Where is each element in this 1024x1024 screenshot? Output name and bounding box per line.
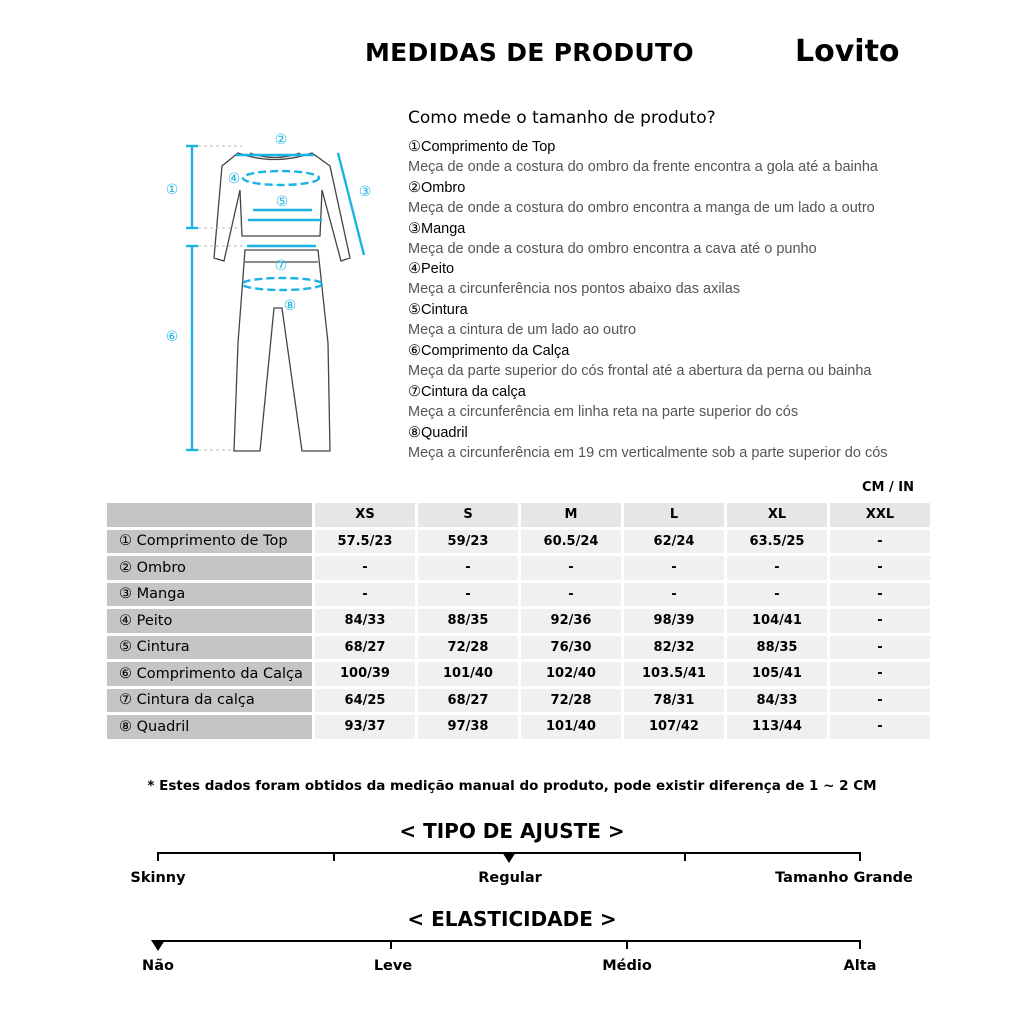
table-cell: 68/27: [315, 636, 415, 660]
table-cell: 82/32: [624, 636, 724, 660]
table-row: [107, 530, 930, 554]
table-cell: 88/35: [418, 609, 518, 633]
row-label: ⑥ Comprimento da Calça: [107, 662, 312, 686]
fit-tick: [859, 852, 861, 861]
table-cell: 100/39: [315, 662, 415, 686]
table-cell: 64/25: [315, 689, 415, 713]
table-cell: -: [830, 715, 930, 739]
guide-item: [408, 382, 1008, 423]
row-label: ④ Peito: [107, 609, 312, 633]
guide-item-name: ③Manga: [408, 220, 466, 237]
elasticity-label-high: Alta: [843, 958, 877, 974]
table-cell: 57.5/23: [315, 530, 415, 554]
guide-item: [408, 259, 1008, 300]
table-cell: 76/30: [521, 636, 621, 660]
table-cell: 78/31: [624, 689, 724, 713]
elasticity-tick: [390, 940, 392, 949]
table-cell: 101/40: [418, 662, 518, 686]
guide-item-desc: Meça de onde a costura do ombro encontra a cava até o punho: [408, 240, 817, 257]
row-label: ③ Manga: [107, 583, 312, 607]
size-header: XL: [727, 503, 827, 527]
measure-question: Como mede o tamanho de produto?: [408, 108, 716, 128]
elasticity-marker-icon: [151, 940, 165, 951]
size-header: L: [624, 503, 724, 527]
guide-item-desc: Meça a circunferência em 19 cm verticalmente sob a parte superior do cós: [408, 444, 888, 461]
table-cell: -: [727, 556, 827, 580]
elasticity-tick: [626, 940, 628, 949]
fit-tick: [684, 852, 686, 861]
size-header: XS: [315, 503, 415, 527]
elasticity-label-none: Não: [142, 958, 174, 974]
table-cell: -: [315, 556, 415, 580]
size-header: S: [418, 503, 518, 527]
guide-item: [408, 300, 1008, 341]
table-cell: -: [315, 583, 415, 607]
table-row: [107, 689, 930, 713]
fit-title: < TIPO DE AJUSTE >: [399, 819, 625, 843]
label-4: ④: [227, 171, 241, 187]
row-label: ⑦ Cintura da calça: [107, 689, 312, 713]
guide-item: [408, 219, 1008, 260]
label-5: ⑤: [275, 194, 289, 210]
table-cell: 84/33: [315, 609, 415, 633]
measure-guide-list: [408, 137, 1008, 463]
label-2: ②: [274, 132, 288, 148]
guide-item-desc: Meça de onde a costura do ombro encontra a manga de um lado a outro: [408, 199, 875, 216]
page-title: MEDIDAS DE PRODUTO: [365, 38, 694, 67]
row-label: ⑧ Quadril: [107, 715, 312, 739]
guide-item-desc: Meça da parte superior do cós frontal até a abertura da perna ou bainha: [408, 362, 872, 379]
table-cell: -: [624, 583, 724, 607]
guide-item-desc: Meça a circunferência em linha reta na parte superior do cós: [408, 403, 799, 420]
table-row: [107, 662, 930, 686]
label-8: ⑧: [283, 298, 297, 314]
table-cell: 63.5/25: [727, 530, 827, 554]
table-row: [107, 715, 930, 739]
elasticity-title: < ELASTICIDADE >: [407, 907, 617, 931]
guide-item: [408, 341, 1008, 382]
fit-tick: [157, 852, 159, 861]
measurement-note: * Estes dados foram obtidos da medição manual do produto, pode existir diferença de 1 ~ 2 CM: [147, 778, 877, 794]
fit-label-large: Tamanho Grande: [775, 870, 913, 886]
table-cell: -: [830, 689, 930, 713]
guide-item-name: ⑦Cintura da calça: [408, 383, 526, 400]
unit-label: CM / IN: [862, 480, 914, 495]
fit-tick: [333, 852, 335, 861]
table-cell: 88/35: [727, 636, 827, 660]
table-cell: 97/38: [418, 715, 518, 739]
measurement-diagram: [150, 118, 400, 468]
table-cell: 59/23: [418, 530, 518, 554]
elasticity-tick: [859, 940, 861, 949]
fit-marker-icon: [502, 852, 516, 863]
guide-item: [408, 423, 1008, 464]
table-cell: -: [521, 556, 621, 580]
table-cell: -: [830, 609, 930, 633]
guide-item: [408, 178, 1008, 219]
table-cell: 102/40: [521, 662, 621, 686]
table-cell: 107/42: [624, 715, 724, 739]
row-label: ① Comprimento de Top: [107, 530, 312, 554]
table-cell: 104/41: [727, 609, 827, 633]
fit-label-skinny: Skinny: [130, 870, 186, 886]
table-row: [107, 556, 930, 580]
table-cell: -: [418, 583, 518, 607]
table-cell: -: [830, 583, 930, 607]
guide-item-name: ⑤Cintura: [408, 302, 468, 319]
row-label: ② Ombro: [107, 556, 312, 580]
guide-item-desc: Meça a circunferência nos pontos abaixo das axilas: [408, 281, 741, 298]
guide-item-name: ①Comprimento de Top: [408, 139, 556, 155]
label-6: ⑥: [165, 329, 179, 345]
table-row: [107, 609, 930, 633]
table-row: [107, 636, 930, 660]
table-cell: -: [830, 662, 930, 686]
table-cell: 72/28: [418, 636, 518, 660]
label-3: ③: [358, 184, 372, 200]
table-cell: 68/27: [418, 689, 518, 713]
table-cell: -: [830, 556, 930, 580]
table-cell: -: [830, 530, 930, 554]
row-label: ⑤ Cintura: [107, 636, 312, 660]
table-cell: 105/41: [727, 662, 827, 686]
guide-item-name: ⑥Comprimento da Calça: [408, 342, 570, 359]
table-cell: 92/36: [521, 609, 621, 633]
guide-item-desc: Meça de onde a costura do ombro da frente encontra a gola até a bainha: [408, 159, 878, 175]
guide-item-name: ④Peito: [408, 261, 455, 278]
guide-item-name: ⑧Quadril: [408, 424, 468, 441]
table-row: [107, 583, 930, 607]
label-1: ①: [165, 182, 179, 198]
label-7: ⑦: [274, 258, 288, 274]
elasticity-label-medium: Médio: [602, 958, 652, 974]
table-cell: 72/28: [521, 689, 621, 713]
table-cell: -: [727, 583, 827, 607]
brand-logo: Lovito: [795, 34, 900, 69]
table-cell: -: [521, 583, 621, 607]
table-cell: -: [624, 556, 724, 580]
table-header-row: [107, 503, 930, 527]
guide-item-desc: Meça a cintura de um lado ao outro: [408, 322, 637, 339]
table-cell: 62/24: [624, 530, 724, 554]
elasticity-label-light: Leve: [373, 958, 413, 974]
table-cell: 101/40: [521, 715, 621, 739]
size-header: M: [521, 503, 621, 527]
guide-item: [408, 137, 1008, 178]
size-header: XXL: [830, 503, 930, 527]
table-cell: 84/33: [727, 689, 827, 713]
table-cell: 103.5/41: [624, 662, 724, 686]
table-cell: 98/39: [624, 609, 724, 633]
table-cell: 60.5/24: [521, 530, 621, 554]
table-cell: -: [418, 556, 518, 580]
size-table: [104, 500, 933, 742]
table-cell: 93/37: [315, 715, 415, 739]
guide-item-name: ②Ombro: [408, 179, 466, 196]
table-corner: [107, 503, 312, 527]
elasticity-scale-line: [157, 940, 861, 942]
fit-label-regular: Regular: [478, 870, 542, 886]
table-cell: 113/44: [727, 715, 827, 739]
table-cell: -: [830, 636, 930, 660]
